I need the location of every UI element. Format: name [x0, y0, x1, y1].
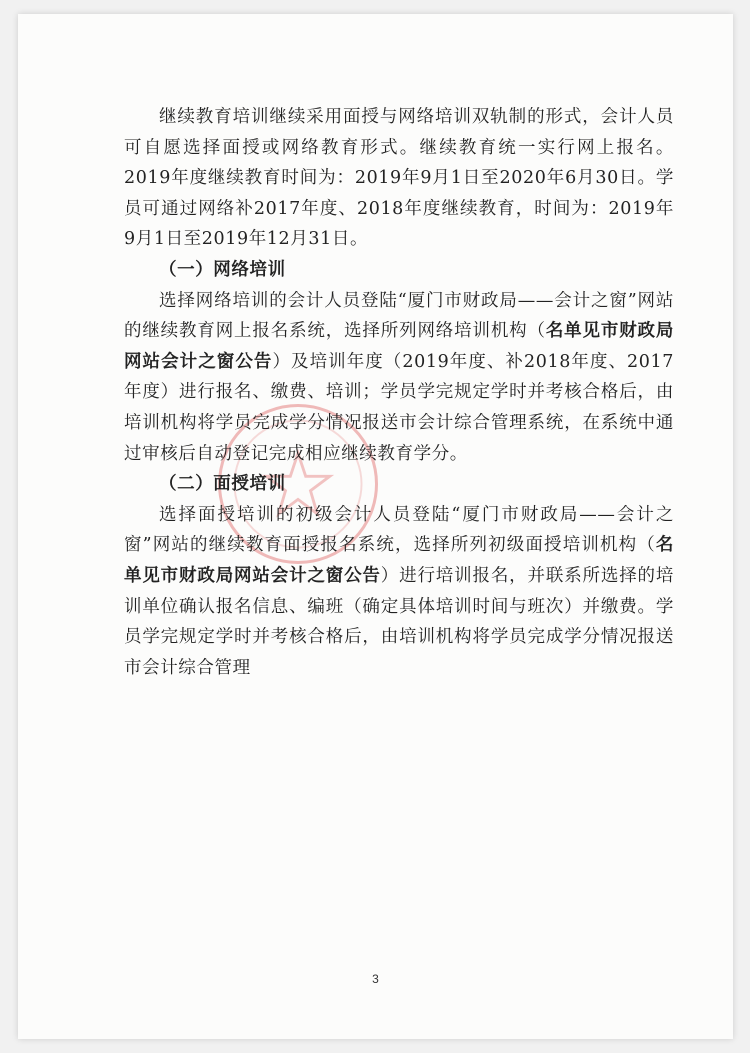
- paragraph-intro: 继续教育培训继续采用面授与网络培训双轨制的形式，会计人员可自愿选择面授或网络教育形式。继续教育统一实行网上报名。2019年度继续教育时间为：2019年9月1日至2020年6月30日。学员可通过网络补2017年度、2018年度继续教育，时间为：2019年9月1日至2019年12月31日。: [124, 107, 674, 250]
- document-body: [124, 102, 674, 683]
- paragraph-face-to-face-training: [124, 500, 674, 684]
- page-number: 3: [372, 972, 379, 986]
- document-page: [18, 14, 733, 1039]
- paragraph-online-text-1: 选择网络培训的会计人员登陆“厦门市财政局——会计之窗”网站的继续教育网上报名系统，选择所列网络培训机构（: [124, 290, 674, 342]
- section-heading-online-training: （一）网络培训: [159, 259, 286, 280]
- paragraph-f2f-text-2: ）进行培训报名，并联系所选择的培训单位确认报名信息、编班（确定具体培训时间与班次）并缴费。学员学完规定学时并考核合格后，由培训机构将学员完成学分情况报送市会计综合管理: [124, 565, 674, 678]
- section-heading-face-to-face-training: （二）面授培训: [159, 474, 286, 495]
- paragraph-online-bold-notice: 名单见市财政局网站会计之窗公告: [124, 321, 674, 372]
- paragraph-online-training: [124, 286, 674, 470]
- paragraph-online-text-2: ）及培训年度（2019年度、补2018年度、2017年度）进行报名、缴费、培训；学员学完规定学时并考核合格后，由培训机构将学员完成学分情况报送市会计综合管理系统，在系统中通过审核后自动登记完成相应继续教育学分。: [124, 351, 674, 464]
- paragraph-f2f-text-1: 选择面授培训的初级会计人员登陆“厦门市财政局——会计之窗”网站的继续教育面授报名系统，选择所列初级面授培训机构（: [124, 504, 674, 556]
- paragraph-f2f-bold-notice: 名单见市财政局网站会计之窗公告: [124, 535, 674, 586]
